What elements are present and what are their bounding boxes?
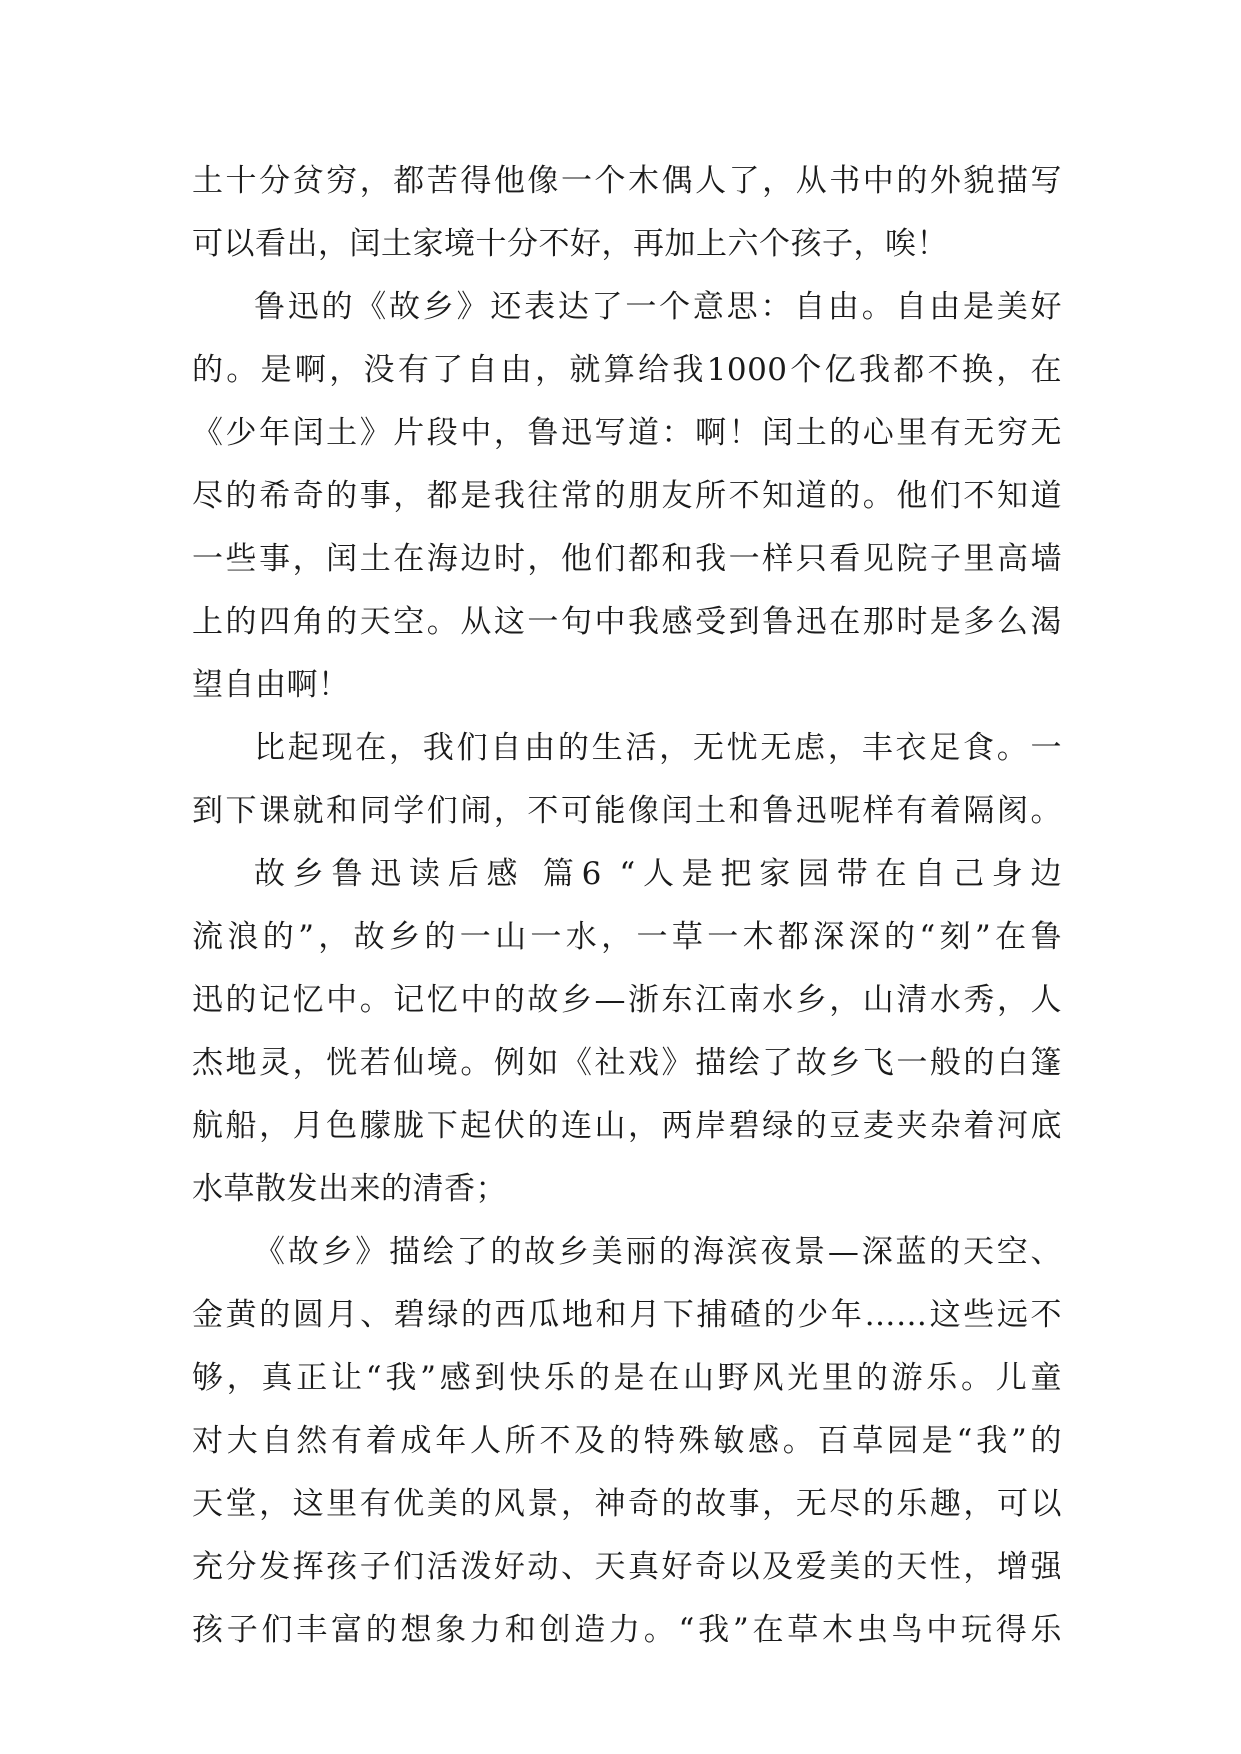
text-line: 故乡鲁迅读后感 篇6 “人是把家园带在自己身边 [254, 856, 1062, 892]
text-line: 金黄的圆月、碧绿的西瓜地和月下捕碴的少年……这些远不 [192, 1297, 1062, 1333]
text-line: 望自由啊！ [192, 667, 350, 703]
text-line: 杰地灵，恍若仙境。例如《社戏》描绘了故乡飞一般的白篷 [192, 1045, 1062, 1081]
text-line: 孩子们丰富的想象力和创造力。“我”在草木虫鸟中玩得乐 [192, 1612, 1062, 1648]
text-line: 《故乡》描绘了的故乡美丽的海滨夜景—深蓝的天空、 [254, 1234, 1062, 1270]
text-line: 《少年闰土》片段中，鲁迅写道：啊！闰土的心里有无穷无 [192, 415, 1062, 451]
text-line: 比起现在，我们自由的生活，无忧无虑，丰衣足食。一 [254, 730, 1062, 766]
text-line: 尽的希奇的事，都是我往常的朋友所不知道的。他们不知道 [192, 478, 1062, 514]
text-line: 充分发挥孩子们活泼好动、天真好奇以及爱美的天性，增强 [192, 1549, 1062, 1585]
body-text [192, 150, 1062, 1662]
text-line: 天堂，这里有优美的风景，神奇的故事，无尽的乐趣，可以 [192, 1486, 1062, 1522]
text-line: 一些事，闰土在海边时，他们都和我一样只看见院子里高墙 [192, 541, 1062, 577]
text-line: 到下课就和同学们闹，不可能像闰土和鲁迅呢样有着隔阂。 [192, 793, 1062, 829]
text-line: 对大自然有着成年人所不及的特殊敏感。百草园是“我”的 [192, 1423, 1062, 1459]
text-line: 够，真正让“我”感到快乐的是在山野风光里的游乐。儿童 [192, 1360, 1062, 1396]
text-line: 迅的记忆中。记忆中的故乡—浙东江南水乡，山清水秀，人 [192, 982, 1062, 1018]
text-line: 可以看出，闰土家境十分不好，再加上六个孩子，唉！ [192, 226, 948, 262]
text-line: 流浪的”，故乡的一山一水，一草一木都深深的“刻”在鲁 [192, 919, 1062, 955]
text-line: 土十分贫穷，都苦得他像一个木偶人了，从书中的外貌描写 [192, 163, 1062, 199]
text-line: 上的四角的天空。从这一句中我感受到鲁迅在那时是多么渴 [192, 604, 1062, 640]
text-line: 水草散发出来的清香； [192, 1171, 507, 1207]
text-line: 航船，月色朦胧下起伏的连山，两岸碧绿的豆麦夹杂着河底 [192, 1108, 1062, 1144]
text-line: 鲁迅的《故乡》还表达了一个意思：自由。自由是美好 [254, 289, 1062, 325]
text-line: 的。是啊，没有了自由，就算给我1000个亿我都不换，在 [192, 352, 1062, 388]
